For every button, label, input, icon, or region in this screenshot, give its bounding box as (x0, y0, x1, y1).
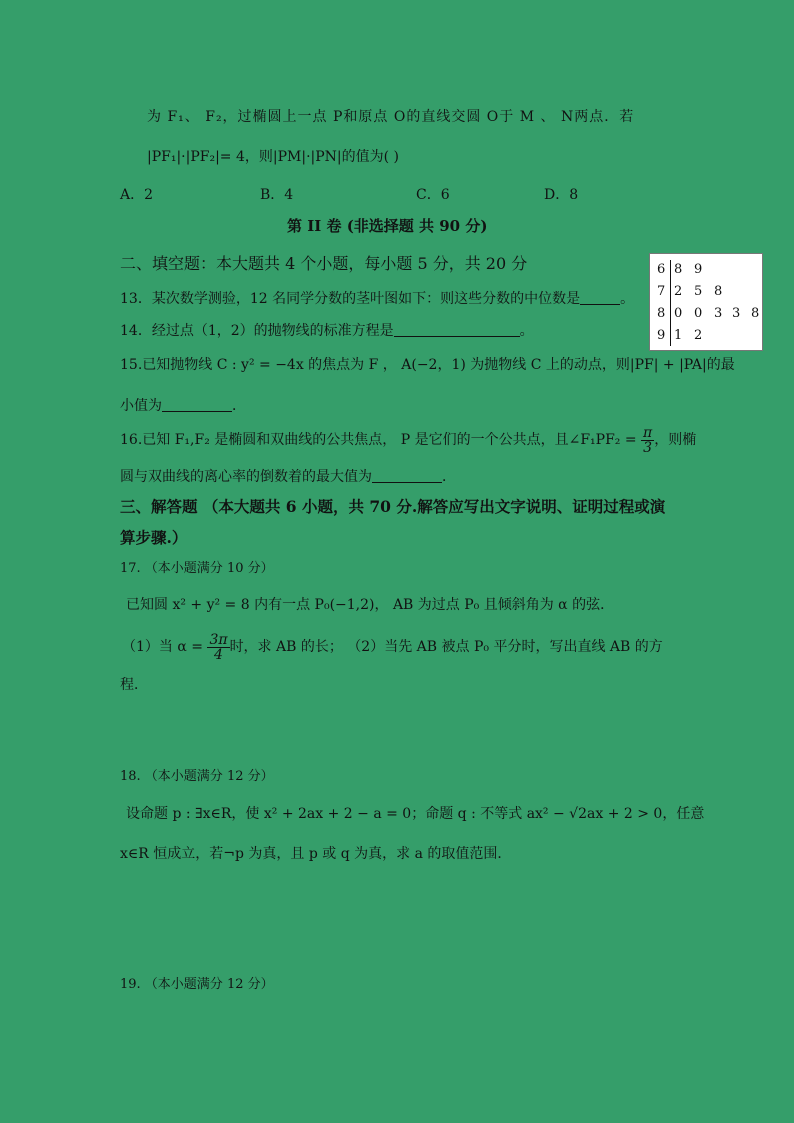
stem: 7 (657, 284, 666, 299)
q17-frac-den: 4 (214, 646, 223, 663)
q14-end: 。 (519, 323, 534, 339)
q12-line2: |PF₁|·|PF₂|= 4，则|PM|·|PN|的值为( ) (147, 149, 400, 165)
leaf: 5 (694, 284, 703, 299)
q17-part1-a: （1）当 α = (122, 639, 203, 655)
q16-text-a: 16.已知 F₁,F₂ 是椭圆和双曲线的公共焦点， P 是它们的一个公共点，且∠F₁PF₂ = (120, 432, 637, 448)
q13-answer-blank (580, 290, 620, 305)
part2-title: 第 II 卷 (非选择题 共 90 分) (287, 217, 488, 235)
question-15-line1: 15.已知抛物线 C : y² = −4x 的焦点为 F ， A(−2，1) 为抛物线 C 上的动点，则|PF| + |PA|的最 (120, 357, 735, 373)
stem: 9 (657, 328, 666, 343)
q16-answer-blank (372, 468, 442, 483)
section2-title: 二、填空题：本大题共 4 个小题，每小题 5 分，共 20 分 (120, 254, 528, 273)
leaf: 0 (694, 306, 703, 321)
q16-text-b: ，则椭 (654, 432, 697, 448)
question-16-line2 (120, 467, 456, 487)
q18-heading: 18. （本小题满分 12 分） (120, 769, 274, 784)
q16-frac-num: π (643, 424, 653, 441)
q12-option-d: D．8 (544, 187, 579, 203)
stem-leaf-divider (670, 260, 671, 346)
q18-line2: x∈R 恒成立，若¬p 为真，且 p 或 q 为真，求 a 的取值范围． (120, 846, 512, 862)
q16-frac-den: 3 (643, 439, 653, 456)
q16-end: ． (442, 469, 456, 485)
q16-fraction (641, 426, 654, 455)
q15-end: ． (232, 398, 246, 414)
leaf: 2 (674, 284, 683, 299)
q17-frac-num: 3π (209, 631, 228, 648)
stem: 8 (657, 306, 666, 321)
q16-text: 圆与双曲线的离心率的倒数着的最大值为 (120, 469, 372, 485)
q12-line1: 为 F₁、 F₂，过椭圆上一点 P和原点 O的直线交圆 O于 M 、 N两点．若 (147, 109, 635, 125)
section3-title-line1: 三、解答题 （本大题共 6 小题，共 70 分.解答应写出文字说明、证明过程或演 (120, 497, 666, 516)
question-14 (120, 321, 534, 341)
question-16-line1 (120, 425, 696, 455)
q17-line1: 已知圆 x² + y² = 8 内有一点 P₀(−1,2)， AB 为过点 P₀ 且倾斜角为 α 的弦． (126, 597, 615, 613)
q18-line1: 设命题 p : ∃x∈R，使 x² + 2ax + 2 − a = 0；命题 q : 不等式 ax² − √2ax + 2 > 0，任意 (126, 806, 705, 822)
q12-option-c: C．6 (416, 187, 450, 203)
q17-fraction (207, 633, 229, 662)
q17-part1-b: 时，求 AB 的长； （2）当先 AB 被点 P₀ 平分时，写出直线 AB 的方 (229, 639, 663, 655)
q13-end: 。 (620, 291, 635, 307)
section3-title-line2: 算步骤.） (120, 528, 188, 547)
leaf: 3 (732, 306, 741, 321)
stem-leaf-plot (649, 253, 763, 351)
leaf: 8 (751, 306, 760, 321)
q17-line3: 程． (120, 677, 148, 693)
leaf: 9 (694, 262, 703, 277)
q14-answer-blank (394, 322, 520, 337)
q15-text: 小值为 (120, 398, 162, 414)
leaf: 3 (714, 306, 723, 321)
q14-text: 14．经过点（1，2）的抛物线的标准方程是 (120, 323, 394, 339)
q19-heading: 19. （本小题满分 12 分） (120, 977, 274, 992)
q17-line2 (122, 632, 663, 662)
q12-option-b: B．4 (260, 187, 294, 203)
leaf: 8 (674, 262, 683, 277)
leaf: 8 (714, 284, 723, 299)
question-13 (120, 289, 634, 309)
leaf: 0 (674, 306, 683, 321)
q12-option-a: A．2 (120, 187, 154, 203)
leaf: 2 (694, 328, 703, 343)
stem: 6 (657, 262, 666, 277)
q15-answer-blank (162, 397, 232, 412)
question-15-line2 (120, 396, 246, 416)
leaf: 1 (674, 328, 683, 343)
q17-heading: 17. （本小题满分 10 分） (120, 561, 274, 576)
q13-text: 13．某次数学测验，12 名同学分数的茎叶图如下：则这些分数的中位数是 (120, 291, 581, 307)
